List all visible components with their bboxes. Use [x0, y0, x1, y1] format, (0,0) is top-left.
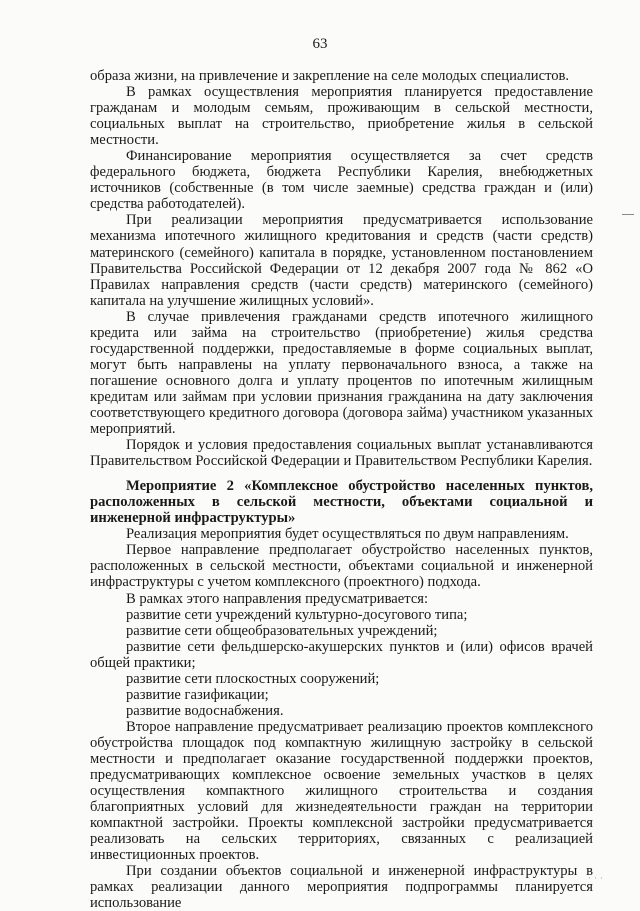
paragraph-5: В случае привлечения гражданами средств ипотечного жилищного кредита или займа на строительство (приобретение) жилья средства государственной поддержки, предоставляемые в форме социальных выплат, могут быть направлены на уплату первоначального взноса, а также на погашение основного долга и уплату процентов по ипотечным жилищным кредитам или займам при условии признания гражданина на дату заключения соответствующего кредитного договора (договора займа) участником указанных мероприятий. [90, 308, 593, 438]
page-number: 63 [312, 36, 328, 52]
paragraph-6: Порядок и условия предоставления социальных выплат устанавливаются Правительством Российской Федерации и Правительством Республики Карелия. [90, 437, 593, 470]
paragraph-7: Реализация мероприятия будет осуществляться по двум направлениям. [126, 526, 569, 543]
list-item: развитие сети учреждений культурно-досугового типа; [126, 606, 468, 623]
paragraph-11: При создании объектов социальной и инженерной инфраструктуры в рамках реализации данного мероприятия подпрограммы планируется использование [90, 863, 593, 911]
list-item: развитие газификации; [126, 686, 269, 703]
paragraph-9: В рамках этого направления предусматривается: [126, 590, 429, 607]
paragraph-3: Финансирование мероприятия осуществляется за счет средств федерального бюджета, бюджета Республики Карелия, внебюджетных источников (собственные (в том числе заемные) средства граждан и (или) средства работодателей). [90, 148, 593, 213]
list-item: развитие водоснабжения. [126, 702, 284, 719]
document-body [90, 68, 593, 911]
list-item: развитие сети общеобразовательных учреждений; [126, 622, 438, 639]
paragraph-1: образа жизни, на привлечение и закрепление на селе молодых специалистов. [90, 68, 570, 84]
scan-dots: ··· [588, 873, 606, 883]
paragraph-2: В рамках осуществления мероприятия планируется предоставление гражданам и молодым семьям, проживающим в сельской местности, социальных выплат на строительство, приобретение жилья в сельской местности. [90, 84, 593, 149]
section-heading: Мероприятие 2 «Комплексное обустройство населенных пунктов, расположенных в сельской местности, объектами социальной и инженерной инфраструктуры» [90, 478, 593, 527]
list-item: развитие сети фельдшерско-акушерских пунктов и (или) офисов врачей общей практики; [90, 638, 593, 671]
list-item: развитие сети плоскостных сооружений; [126, 670, 380, 687]
paragraph-8: Первое направление предполагает обустройство населенных пунктов, расположенных в сельской местности, объектами социальной и инженерной инфраструктуры с учетом комплексного (проектного) подхода. [90, 542, 593, 591]
paragraph-4: При реализации мероприятия предусматривается использование механизма ипотечного жилищного кредитования и средств (части средств) материнского (семейного) капитала в порядке, установленном постановлением Правительства Российской Федерации от 12 декабря 2007 года № 862 «О Правилах направления средств (части средств) материнского (семейного) капитала на улучшение жилищных условий». [90, 212, 593, 309]
margin-mark [622, 214, 634, 215]
paragraph-10: Второе направление предусматривает реализацию проектов комплексного обустройства площадок под компактную жилищную застройку в сельской местности и предполагает оказание государственной поддержки проектов, предусматривающих комплексное освоение земельных участков в целях осуществления компактного жилищного строительства и создания благоприятных условий для жизнедеятельности граждан на территории компактной застройки. Проекты комплексной застройки предусматривается реализовать на сельских территориях, связанных с реализацией инвестиционных проектов. [90, 718, 593, 864]
